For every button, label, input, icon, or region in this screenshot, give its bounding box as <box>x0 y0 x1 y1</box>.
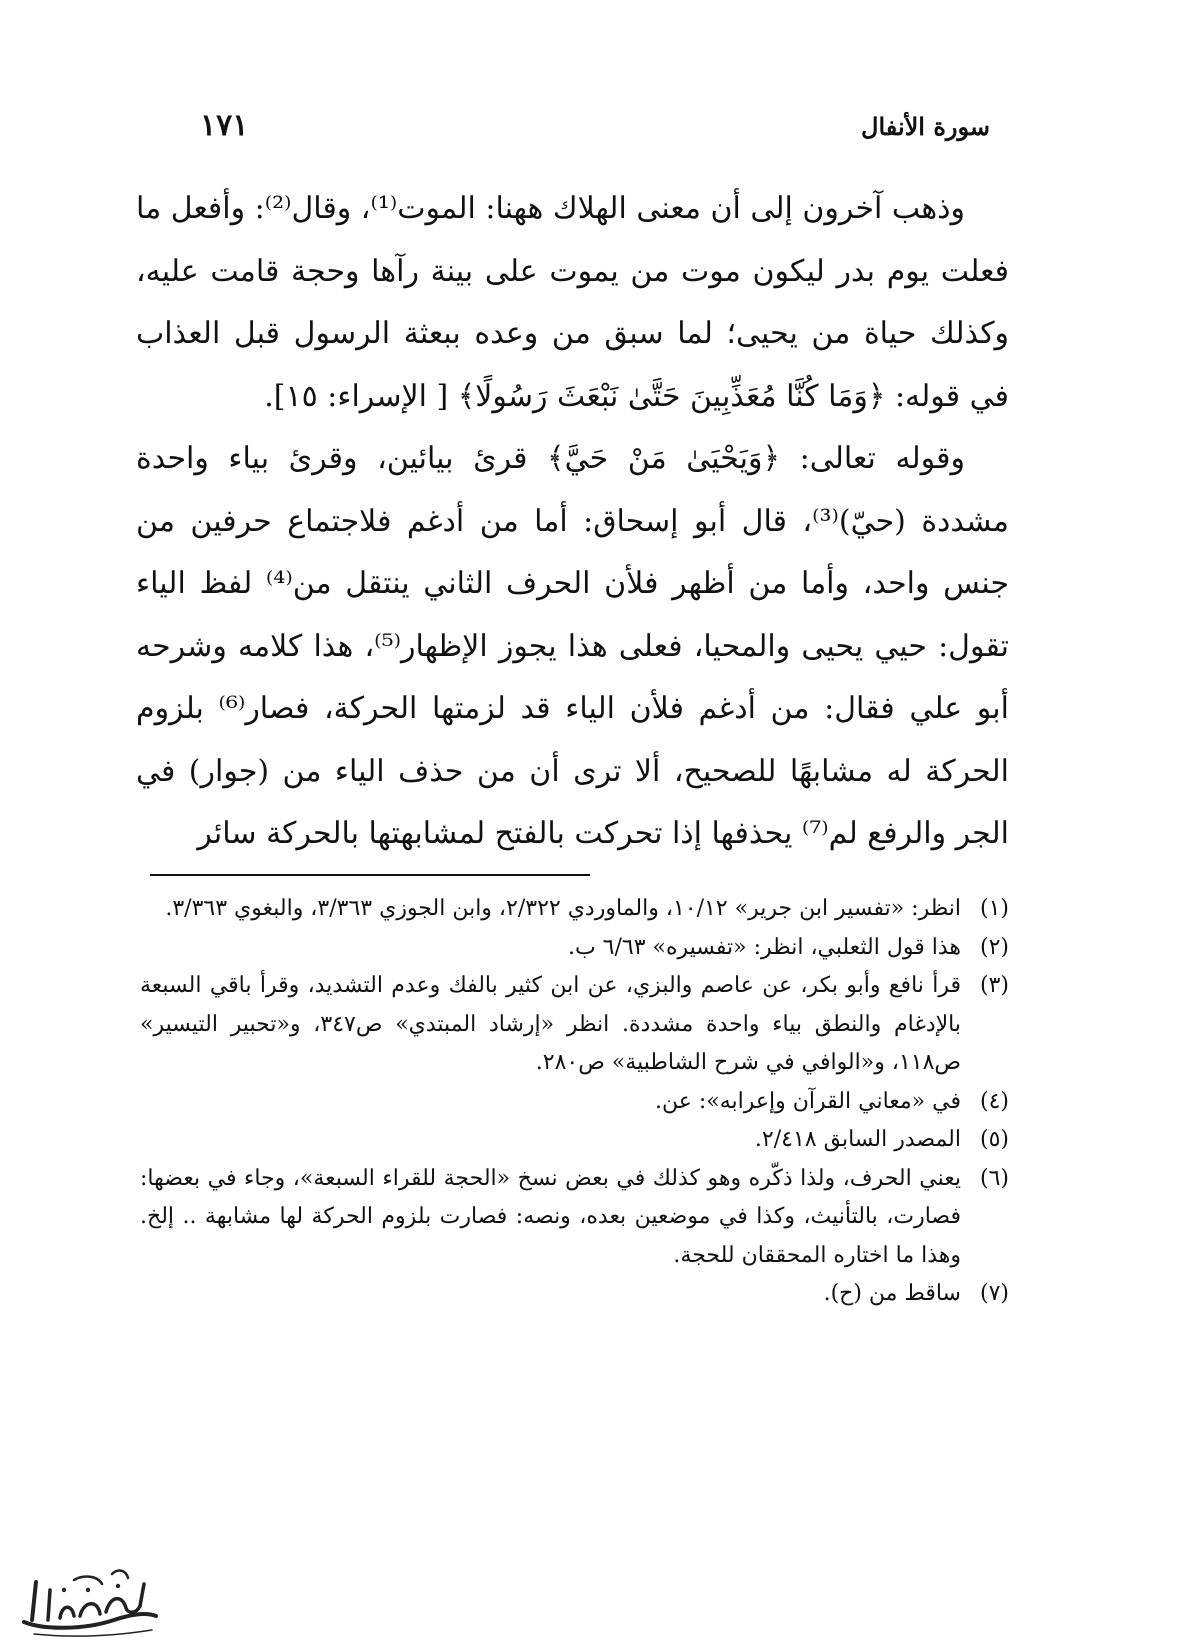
page-header <box>200 108 990 152</box>
footnote <box>140 929 1009 968</box>
footnote-text: المصدر السابق ٢/٤١٨. <box>754 1127 961 1152</box>
footnote <box>140 1160 1009 1276</box>
footnote-number: (٣) <box>979 973 1009 998</box>
footnote-text: هذا قول الثعلبي، انظر: «تفسيره» ٦/٦٣ ب. <box>567 934 961 960</box>
footnote-text: انظر: «تفسير ابن جرير» ١٠/١٢، والماوردي ٢/٣٢٢، وابن الجوزي ٣/٣٦٣، والبغوي ٣/٣٦٣. <box>165 896 961 921</box>
calligraphic-logo-icon <box>14 1560 164 1640</box>
footnote <box>140 1083 1009 1122</box>
footnote-number: (٥) <box>979 1127 1009 1152</box>
main-text <box>136 178 1009 866</box>
footnote-number: (٤) <box>979 1088 1009 1114</box>
footnote-number: (٦) <box>979 1165 1009 1191</box>
paragraph: وقوله تعالى: ﴿وَيَحْيَىٰ مَنْ حَيَّ﴾ قرئ بيائين، وقرئ بياء واحدة مشددة (حيّ)⁽³⁾، قال أبو إسحاق: أما من أدغم فلاجتماع حرفين من جنس واحد، وأما من أظهر فلأن الحرف الثاني ينتقل من⁽⁴⁾ لفظ الياء تقول: حيي يحيى والمحيا، فعلى هذا يجوز الإظهار⁽⁵⁾، هذا كلامه وشرحه أبو علي فقال: من أدغم فلأن الياء قد لزمتها الحركة، فصار⁽⁶⁾ بلزوم الحركة له مشابهًا للصحيح، ألا ترى أن من حذف الياء من (جوار) في الجر والرفع لم⁽⁷⁾ يحذفها إذا تحركت بالفتح لمشابهتها بالحركة سائر <box>136 441 1010 851</box>
footnote-text: ساقط من (ح). <box>823 1281 961 1306</box>
footnote-text: قرأ نافع وأبو بكر، عن عاصم والبزي، عن ابن كثير بالفك وعدم التشديد، وقرأ باقي السبعة بالإدغام والنطق بياء واحدة مشددة. انظر «إرشاد المبتدي» ص٣٤٧، و«تحبير التيسير» ص١١٨، و«الوافي في شرح الشاطبية» ص٢٨٠. <box>140 973 961 1075</box>
footnote <box>140 1275 1009 1314</box>
paragraph: وذهب آخرون إلى أن معنى الهلاك ههنا: الموت⁽¹⁾، وقال⁽²⁾: وأفعل ما فعلت يوم بدر ليكون موت من يموت على بينة رآها وحجة قامت عليه، وكذلك حياة من يحيى؛ لما سبق من وعده ببعثة الرسول قبل العذاب في قوله: ﴿وَمَا كُنَّا مُعَذِّبِينَ حَتَّىٰ نَبْعَثَ رَسُولًا﴾ [ الإسراء: ١٥]. <box>135 191 1009 414</box>
footnote-text: في «معاني القرآن وإعرابه»: عن. <box>655 1088 961 1114</box>
footnote-number: (٢) <box>979 934 1009 960</box>
footnote-number: (١) <box>979 896 1009 921</box>
footnote-divider <box>150 874 590 876</box>
footnote <box>140 890 1009 929</box>
footnotes <box>140 890 1009 1314</box>
footnote <box>140 1121 1009 1160</box>
surah-title: سورة الأنفال <box>861 112 990 141</box>
footnote-text: يعني الحرف، ولذا ذكّره وهو كذلك في بعض نسخ «الحجة للقراء السبعة»، وجاء في بعضها: فصارت، بالتأنيث، وكذا في موضعين بعده، ونصه: فصارت بلزوم الحركة لها مشابهة .. إلخ. وهذا ما اختاره المحققان للحجة. <box>140 1165 961 1268</box>
page-number: ١٧١ <box>200 108 249 143</box>
footnote-number: (٧) <box>979 1281 1009 1306</box>
footnote <box>140 967 1009 1083</box>
